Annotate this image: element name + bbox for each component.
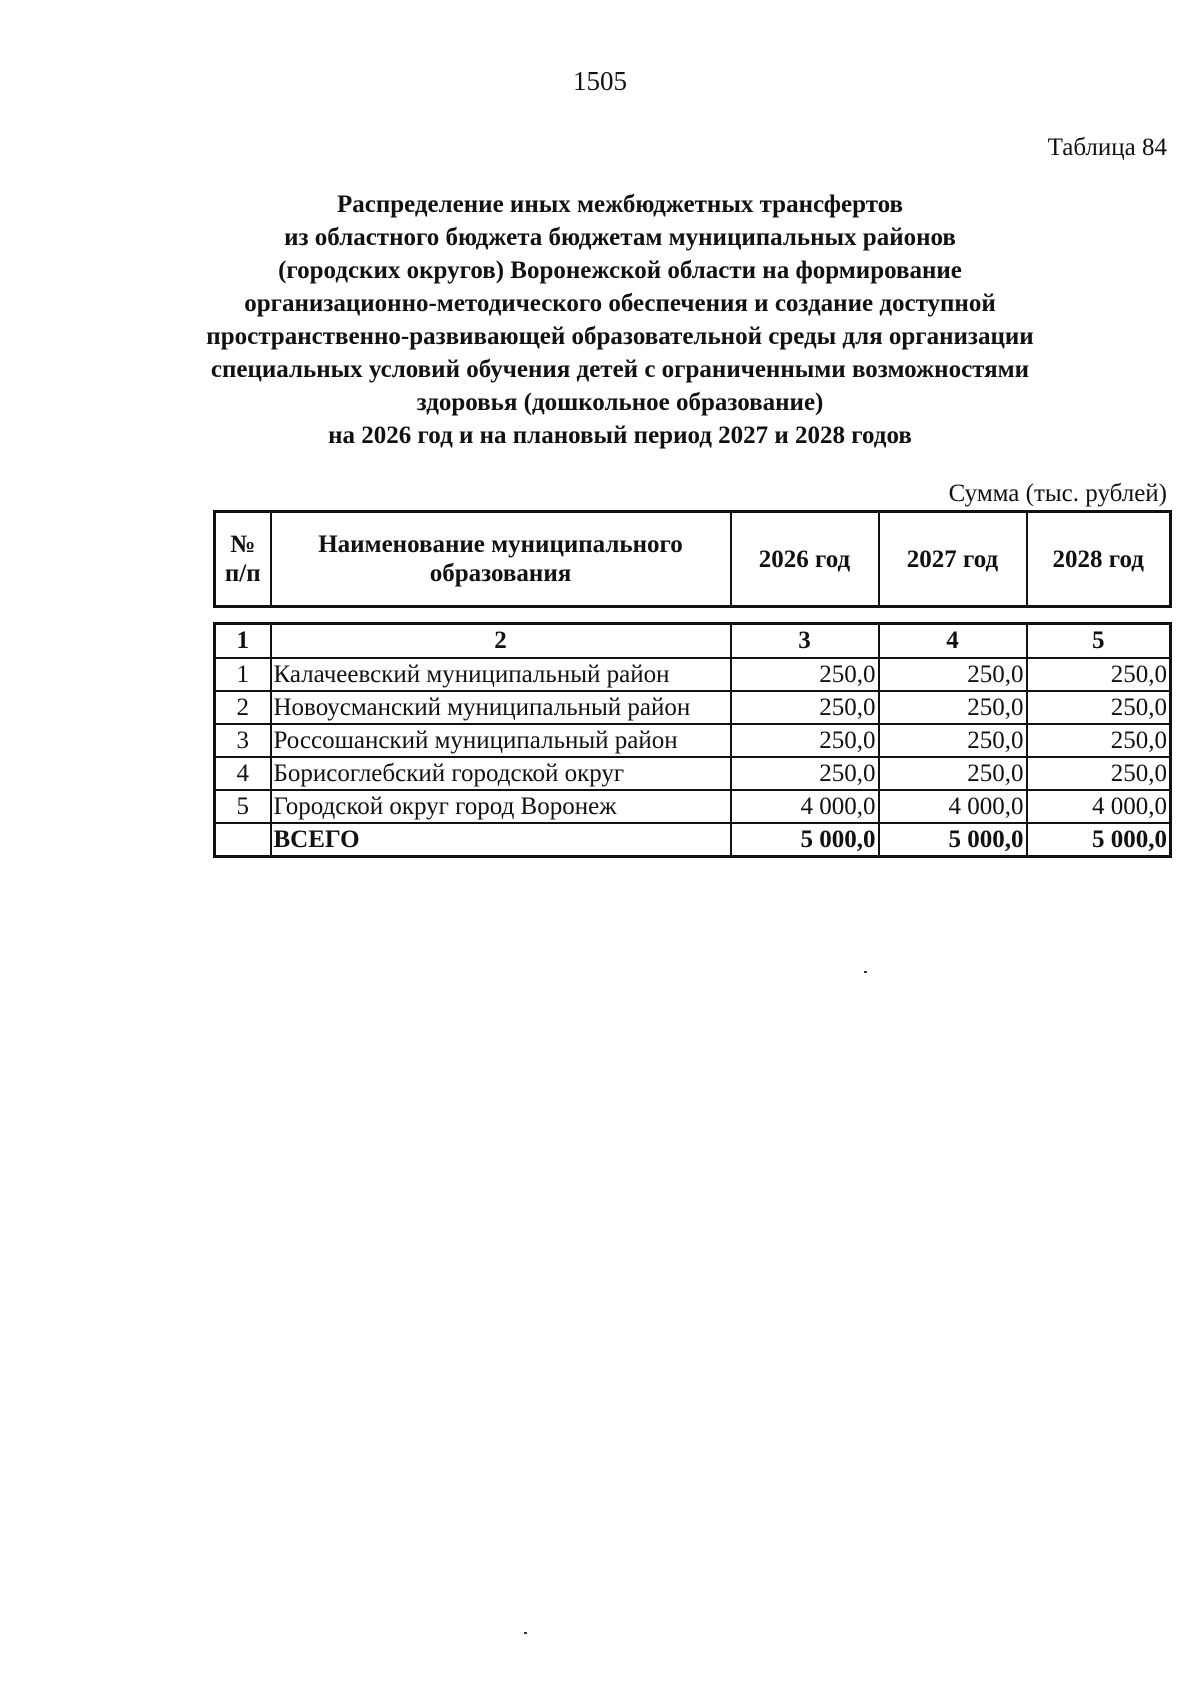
table-row <box>215 658 1171 691</box>
table-row <box>215 724 1171 757</box>
header-2027: 2027 год <box>879 512 1027 607</box>
scan-speck <box>524 1632 527 1634</box>
units-label: Сумма (тыс. рублей) <box>948 480 1167 507</box>
header-num <box>215 512 271 607</box>
table-header <box>213 510 1172 608</box>
table-title <box>150 188 1090 452</box>
row-2028: 250,0 <box>1027 724 1171 757</box>
total-label: ВСЕГО <box>271 823 731 857</box>
header-row <box>215 512 1171 607</box>
table-row <box>215 691 1171 724</box>
title-line: специальных условий обучения детей с ограниченными возможностями <box>210 356 1030 383</box>
row-2028: 250,0 <box>1027 691 1171 724</box>
row-2027: 250,0 <box>879 658 1027 691</box>
total-2028: 5 000,0 <box>1027 823 1171 857</box>
row-2027: 4 000,0 <box>879 790 1027 823</box>
title-line: на 2026 год и на плановый период 2027 и 2028 годов <box>328 422 912 449</box>
row-2026: 4 000,0 <box>731 790 879 823</box>
row-num: 4 <box>215 757 271 790</box>
header-num-line1: № <box>230 531 256 558</box>
header-name: Наименование муниципального образования <box>271 512 731 607</box>
column-number: 4 <box>879 624 1027 659</box>
title-line: здоровья (дошкольное образование) <box>416 389 824 416</box>
row-num: 1 <box>215 658 271 691</box>
title-line: из областного бюджета бюджетам муниципальных районов <box>284 224 956 251</box>
title-line: пространственно-развивающей образовательной среды для организации <box>206 323 1034 350</box>
row-num: 5 <box>215 790 271 823</box>
column-number: 3 <box>731 624 879 659</box>
table-row <box>215 790 1171 823</box>
row-2028: 250,0 <box>1027 658 1171 691</box>
title-line: Распределение иных межбюджетных трансфертов <box>336 191 904 218</box>
row-name: Калачеевский муниципальный район <box>271 658 731 691</box>
header-2028: 2028 год <box>1027 512 1171 607</box>
page-number: 1505 <box>573 66 627 96</box>
header-num-line2: п/п <box>224 560 261 587</box>
column-numbers-row <box>215 624 1171 659</box>
row-2027: 250,0 <box>879 691 1027 724</box>
total-row <box>215 823 1171 857</box>
row-num: 3 <box>215 724 271 757</box>
column-number: 5 <box>1027 624 1171 659</box>
scan-speck <box>864 971 867 973</box>
title-line: (городских округов) Воронежской области на формирование <box>278 257 962 284</box>
row-name: Россошанский муниципальный район <box>271 724 731 757</box>
header-2026: 2026 год <box>731 512 879 607</box>
row-2026: 250,0 <box>731 724 879 757</box>
row-2026: 250,0 <box>731 757 879 790</box>
table-row <box>215 757 1171 790</box>
data-table <box>213 622 1172 858</box>
title-line: организационно-методического обеспечения и создание доступной <box>244 290 996 317</box>
row-2026: 250,0 <box>731 658 879 691</box>
column-number: 2 <box>271 624 731 659</box>
row-num: 2 <box>215 691 271 724</box>
total-2026: 5 000,0 <box>731 823 879 857</box>
total-num <box>215 823 271 857</box>
row-2027: 250,0 <box>879 724 1027 757</box>
total-2027: 5 000,0 <box>879 823 1027 857</box>
row-2028: 250,0 <box>1027 757 1171 790</box>
row-name: Городской округ город Воронеж <box>271 790 731 823</box>
column-number: 1 <box>215 624 271 659</box>
row-2028: 4 000,0 <box>1027 790 1171 823</box>
table-label: Таблица 84 <box>1047 134 1167 161</box>
row-2027: 250,0 <box>879 757 1027 790</box>
row-name: Новоусманский муниципальный район <box>271 691 731 724</box>
row-2026: 250,0 <box>731 691 879 724</box>
row-name: Борисоглебский городской округ <box>271 757 731 790</box>
